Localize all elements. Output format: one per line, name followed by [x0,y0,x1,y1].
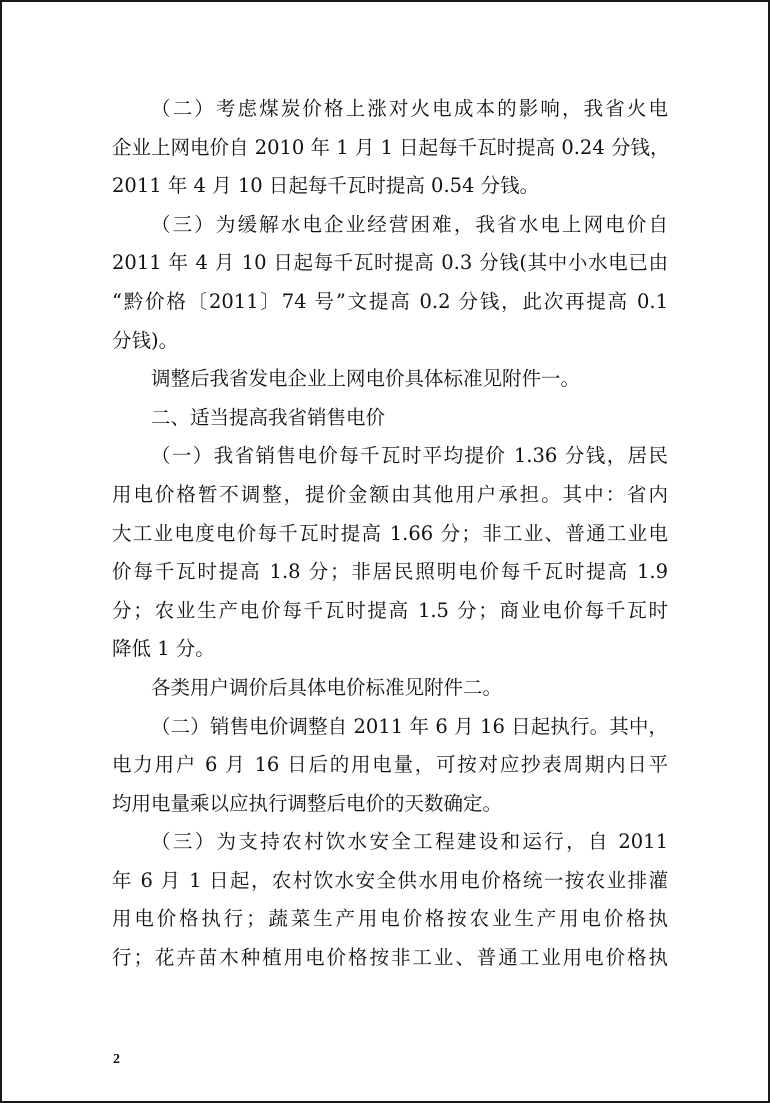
text-line: 用电价格执行；蔬菜生产用电价格按农业生产用电价格执 [112,907,668,931]
text-line: （三）为支持农村饮水安全工程建设和运行，自 2011 [151,830,668,854]
text-line: （二）销售电价调整自 2011 年 6 月 16 日起执行。其中， [151,714,668,738]
text-line: 价每千瓦时提高 1.8 分；非居民照明电价每千瓦时提高 1.9 [112,560,668,584]
text-line: 均用电量乘以应执行调整后电价的天数确定。 [112,791,503,815]
text-line: 用电价格暂不调整，提价金额由其他用户承担。其中：省内 [112,482,668,506]
text-line: （二）考虑煤炭价格上涨对火电成本的影响，我省火电 [151,97,668,120]
text-line: 分钱)。 [112,328,179,352]
text-line: 降低 1 分。 [112,637,215,661]
body-text [112,90,668,978]
text-line: 调整后我省发电企业上网电价具体标准见附件一。 [151,367,581,391]
text-line: （一）我省销售电价每千瓦时平均提价 1.36 分钱，居民 [151,444,668,468]
text-line: （三）为缓解水电企业经营困难，我省水电上网电价自 [151,212,668,236]
text-line: 大工业电度电价每千瓦时提高 1.66 分；非工业、普通工业电 [112,521,668,545]
text-line: 年 6 月 1 日起，农村饮水安全供水用电价格统一按农业排灌 [112,868,668,892]
text-line: 电力用户 6 月 16 日后的用电量，可按对应抄表周期内日平 [112,753,668,777]
text-line: 2011 年 4 月 10 日起每千瓦时提高 0.3 分钱(其中小水电已由 [112,251,668,275]
text-line: “黔价格〔2011〕74 号”文提高 0.2 分钱，此次再提高 0.1 [112,289,668,313]
text-line: 各类用户调价后具体电价标准见附件二。 [151,675,503,699]
text-line: 行；花卉苗木种植用电价格按非工业、普通工业用电价格执 [112,946,668,970]
text-line: 分；农业生产电价每千瓦时提高 1.5 分；商业电价每千瓦时 [112,598,668,622]
text-line: 2011 年 4 月 10 日起每千瓦时提高 0.54 分钱。 [112,174,540,198]
text-line: 企业上网电价自 2010 年 1 月 1 日起每千瓦时提高 0.24 分钱， [112,135,670,159]
section-heading: 二、适当提高我省销售电价 [151,405,386,429]
page-number: 2 [113,1052,120,1067]
